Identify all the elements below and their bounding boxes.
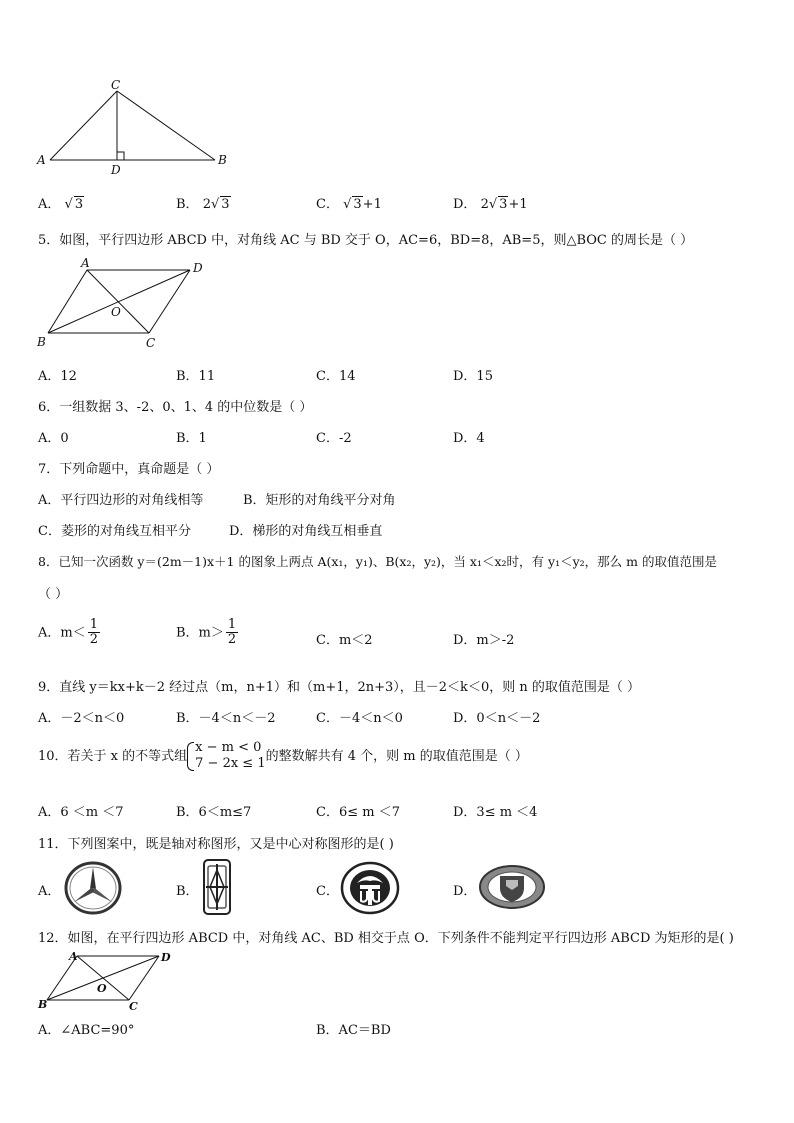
q4-option-c[interactable]: C． √ 3+1 (316, 197, 382, 212)
q8-option-a[interactable]: A．m＜ $\frac{1}{2}$ (38, 617, 98, 648)
label-a: A (69, 950, 78, 963)
label-a: A (81, 258, 90, 270)
q4-option-d[interactable]: D． 2√ 3+1 (453, 197, 528, 212)
parallelogram-figure-q12 (35, 948, 185, 1018)
q7-option-c[interactable]: C．菱形的对角线互相平分 (38, 524, 191, 539)
q8-option-c[interactable]: C．m＜2 (316, 633, 373, 648)
q11-option-a[interactable]: A． (38, 884, 61, 899)
q5-stem: 5．如图，平行四边形 ABCD 中，对角线 AC 与 BD 交于 O，AC=6，BD=8，AB=5，则△BOC 的周长是（ ） (38, 233, 694, 248)
label-b: B (38, 998, 48, 1011)
q8-option-b[interactable]: B．m＞ $\frac{1}{2}$ (176, 617, 237, 648)
q11-stem: 11．下列图案中，既是轴对称图形，又是中心对称图形的是( ) (38, 837, 394, 852)
q12-stem: 12．如图，在平行四边形 ABCD 中，对角线 AC、BD 相交于点 O．下列条件不能判定平行四边形 ABCD 为矩形的是( ) (38, 931, 734, 946)
label-c: C (129, 1000, 138, 1013)
q6-option-c[interactable]: C．-2 (316, 431, 352, 446)
label-d: D (193, 261, 203, 275)
label-d: D (161, 951, 171, 964)
q4-option-a[interactable]: A． √ 3 (38, 197, 84, 212)
lincoln-logo (202, 858, 232, 916)
label-o: O (97, 982, 107, 995)
q6-option-b[interactable]: B．1 (176, 431, 207, 446)
q11-option-b[interactable]: B． (176, 884, 199, 899)
q7-option-b[interactable]: B．矩形的对角线平分对角 (243, 493, 396, 508)
q5-option-a[interactable]: A．12 (38, 369, 77, 384)
q6-option-d[interactable]: D．4 (453, 431, 485, 446)
great-wall-logo (478, 864, 546, 910)
q7-stem: 7．下列命题中，真命题是（ ） (38, 462, 220, 477)
inequality-system: x − m < 0 7 − 2x ≤ 1 (187, 740, 265, 773)
q11-option-c[interactable]: C． (316, 884, 339, 899)
q8-stem: 8．已知一次函数 y＝(2m－1)x＋1 的图象上两点 A(x₁，y₁)、B(x₂，y₂)，当 x₁＜x₂时，有 y₁＜y₂，那么 m 的取值范围是 (38, 554, 717, 569)
q7-option-a[interactable]: A．平行四边形的对角线相等 (38, 493, 204, 508)
q9-option-a[interactable]: A．－2＜n＜0 (38, 711, 125, 726)
q10-option-d[interactable]: D．3≤ m ＜4 (453, 805, 538, 820)
q10-option-b[interactable]: B．6＜m≤7 (176, 805, 252, 820)
mercedes-logo (63, 859, 123, 917)
q9-option-b[interactable]: B．－4＜n＜－2 (176, 711, 276, 726)
label-b: B (218, 153, 227, 167)
q5-option-d[interactable]: D．15 (453, 369, 493, 384)
q5-option-b[interactable]: B．11 (176, 369, 216, 384)
label-o: O (111, 305, 121, 319)
q8-stem-paren: （ ） (38, 587, 69, 602)
q12-option-a[interactable]: A．∠ABC=90° (38, 1023, 135, 1038)
q11-option-d[interactable]: D． (453, 884, 477, 899)
label-d: D (111, 163, 121, 177)
q9-option-c[interactable]: C．－4＜n＜0 (316, 711, 403, 726)
label-c: C (146, 336, 156, 350)
q9-stem: 9．直线 y＝kx+k－2 经过点（m，n+1）和（m+1，2n+3），且－2＜k＜0，则 n 的取值范围是（ ） (38, 680, 640, 695)
q8-option-d[interactable]: D．m＞-2 (453, 633, 515, 648)
q5-option-c[interactable]: C．14 (316, 369, 356, 384)
parallelogram-figure-q5 (35, 258, 215, 353)
q6-stem: 6．一组数据 3、-2、0、1、4 的中位数是（ ） (38, 400, 313, 415)
q12-option-b[interactable]: B．AC＝BD (316, 1023, 391, 1038)
triangle-figure (35, 78, 235, 178)
q6-option-a[interactable]: A．0 (38, 431, 69, 446)
q10-stem: 10．若关于 x 的不等式组 x − m < 0 7 − 2x ≤ 1 的整数解共有 4 个，则 m 的取值范围是（ ） (38, 740, 528, 772)
q4-option-b[interactable]: B． 2√ 3 (176, 197, 230, 212)
q10-option-a[interactable]: A．6 ＜m ＜7 (38, 805, 124, 820)
q7-option-d[interactable]: D．梯形的对角线互相垂直 (229, 524, 383, 539)
label-b: B (37, 335, 46, 349)
q10-option-c[interactable]: C．6≤ m ＜7 (316, 805, 400, 820)
brilliance-logo (340, 861, 400, 915)
q9-option-d[interactable]: D．0＜n＜－2 (453, 711, 541, 726)
label-c: C (111, 78, 121, 92)
label-a: A (37, 153, 46, 167)
